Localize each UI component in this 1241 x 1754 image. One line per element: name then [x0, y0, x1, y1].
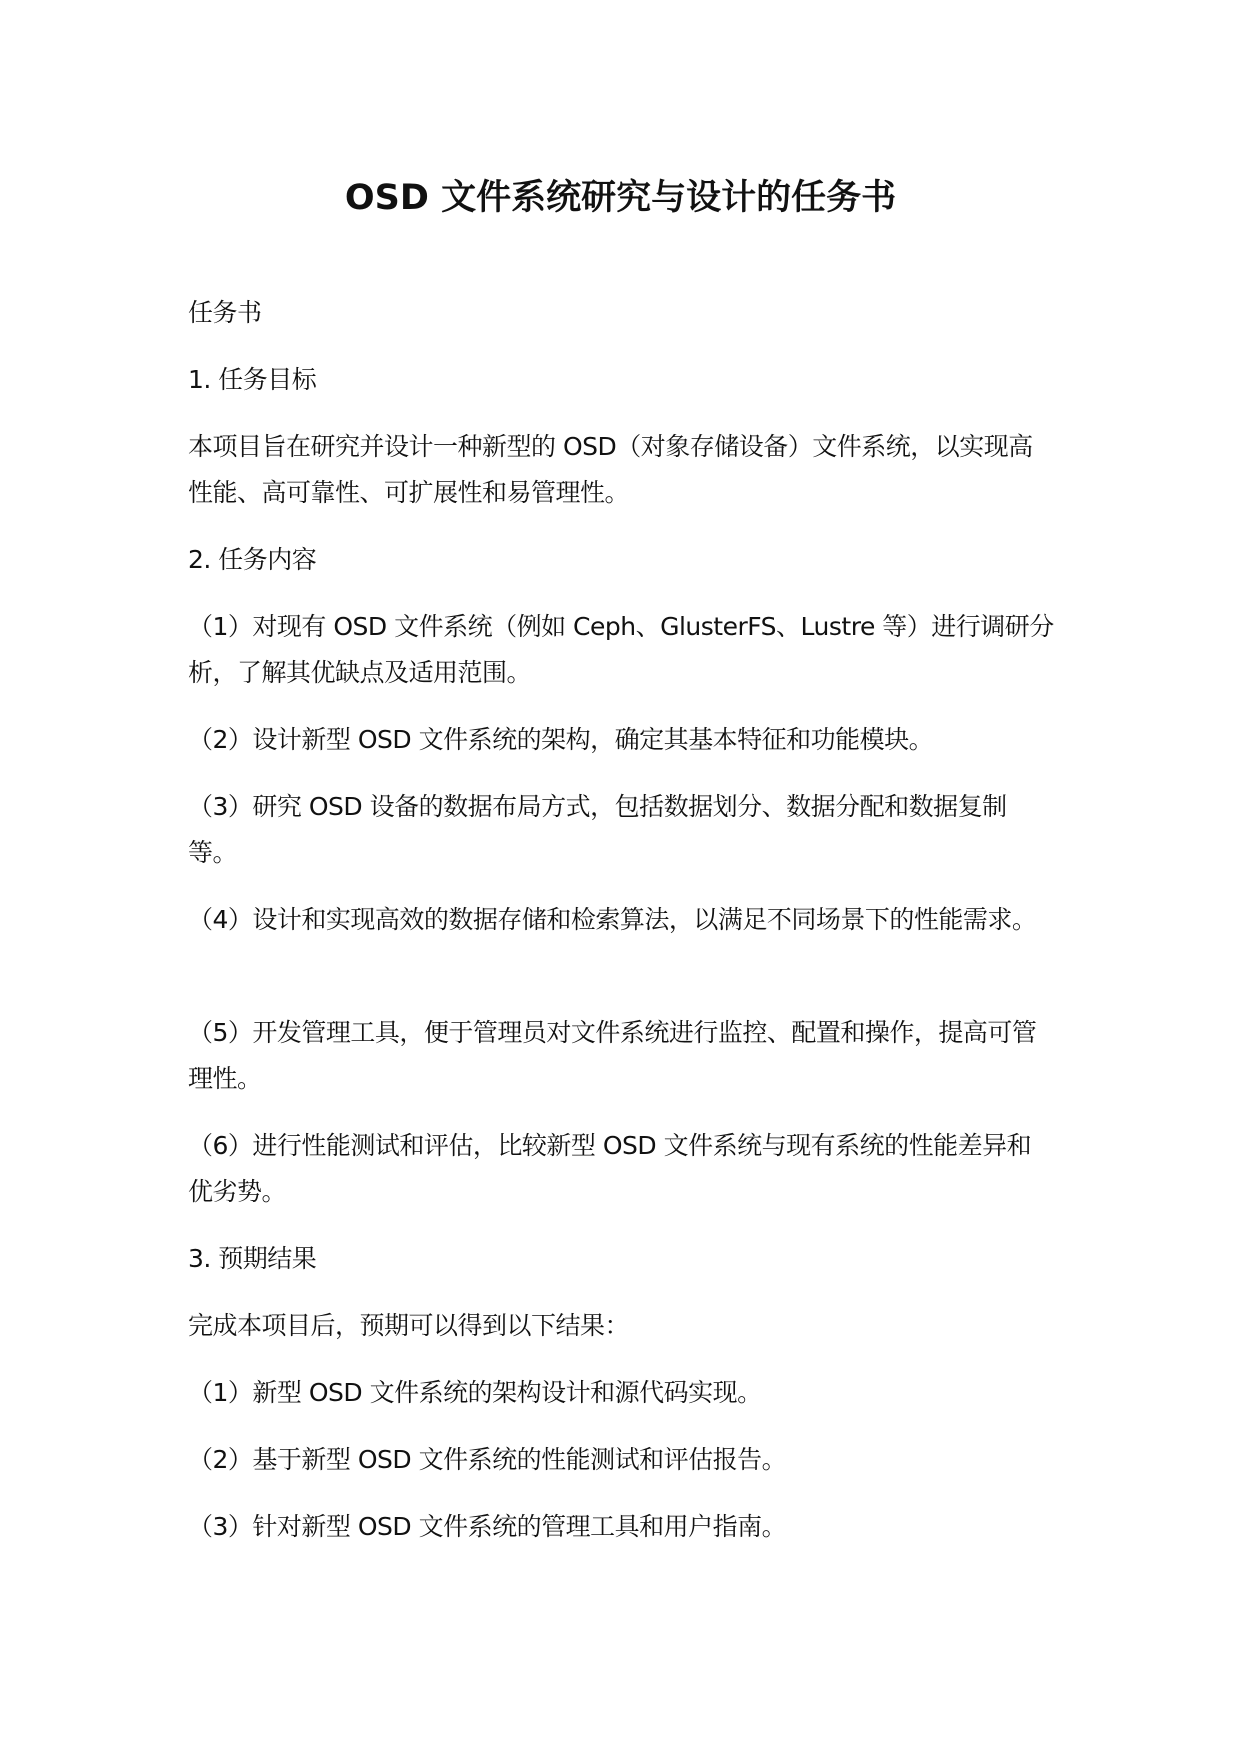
heading-task-content: 2. 任务内容 [188, 545, 317, 574]
heading-expected-results: 3. 预期结果 [188, 1244, 317, 1273]
list-item-content-2: （2）设计新型 OSD 文件系统的架构，确定其基本特征和功能模块。 [188, 725, 934, 754]
list-item-content-4: （4）设计和实现高效的数据存储和检索算法，以满足不同场景下的性能需求。 [188, 905, 1037, 934]
list-item-content-1: （1）对现有 OSD 文件系统（例如 Ceph、GlusterFS、Lustre 等）进行调研分析，了解其优缺点及适用范围。 [188, 612, 1054, 687]
paragraph-results-intro: 完成本项目后，预期可以得到以下结果： [188, 1311, 630, 1340]
list-item-content-3: （3）研究 OSD 设备的数据布局方式，包括数据划分、数据分配和数据复制等。 [188, 792, 1007, 867]
list-item-result-1: （1）新型 OSD 文件系统的架构设计和源代码实现。 [188, 1378, 762, 1407]
document-title: OSD 文件系统研究与设计的任务书 [344, 178, 897, 218]
paragraph-task-goal: 本项目旨在研究并设计一种新型的 OSD（对象存储设备）文件系统，以实现高性能、高可靠性、可扩展性和易管理性。 [188, 432, 1033, 507]
list-item-result-3: （3）针对新型 OSD 文件系统的管理工具和用户指南。 [188, 1512, 787, 1541]
list-item-content-6: （6）进行性能测试和评估，比较新型 OSD 文件系统与现有系统的性能差异和优劣势。 [188, 1131, 1032, 1206]
section-label-task-book: 任务书 [188, 298, 262, 327]
list-item-result-2: （2）基于新型 OSD 文件系统的性能测试和评估报告。 [188, 1445, 787, 1474]
list-item-content-5: （5）开发管理工具，便于管理员对文件系统进行监控、配置和操作，提高可管理性。 [188, 1018, 1037, 1093]
heading-task-goal: 1. 任务目标 [188, 365, 317, 394]
